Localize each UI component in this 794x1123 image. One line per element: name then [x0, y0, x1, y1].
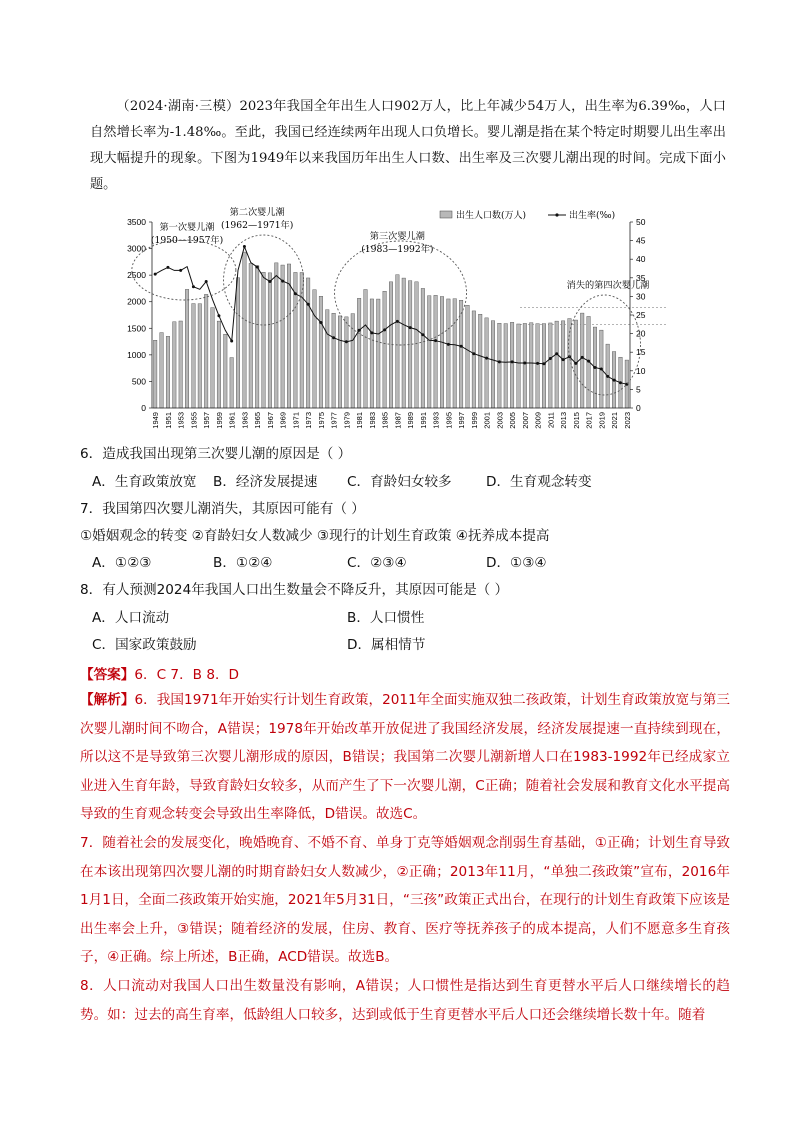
birth-rate-point: [555, 352, 558, 355]
x-tick-label: 1963: [240, 412, 250, 429]
bar-1974: [313, 290, 317, 408]
explanation-6-text: 6．我国1971年开始实行计划生育政策，2011年全面实施双独二孩政策，计划生育政策放宽与第三次婴儿潮时间不吻合，A错误；1978年开始改革开放促进了我国经济发展，经济发展提速一直持续到现在，所以这不是导致第三次婴儿潮形成的原因，B错误；我国第二次婴儿潮新增人口在1983-1992年已经成家立业进入生育年龄，导致育龄妇女较多，从而产生了下一次婴儿潮，C正确；随着社会发展和教育文化水平提高导致的生育观念转变会导致出生率降低，D错误。故选C。: [80, 692, 731, 822]
bar-2006: [517, 324, 521, 408]
birth-rate-point: [268, 280, 271, 283]
annotation-boom-4-title: 消失的第四次婴儿潮: [566, 280, 650, 291]
x-tick-label: 1967: [265, 412, 275, 429]
bar-1982: [364, 289, 368, 408]
x-tick-label: 1955: [189, 412, 199, 429]
answer-tag: 【答案】: [80, 667, 135, 683]
y-right-tick-label: 0: [636, 403, 641, 413]
x-tick-label: 2007: [520, 412, 530, 429]
q8-option-a[interactable]: A．人口流动: [92, 610, 170, 626]
bar-1954: [185, 289, 189, 408]
intro-paragraph: [90, 94, 726, 198]
bar-1994: [440, 297, 444, 408]
x-tick-label: 1995: [444, 412, 454, 429]
bar-2000: [478, 314, 482, 408]
x-tick-label: 1965: [253, 412, 263, 429]
x-tick-label: 2009: [533, 412, 543, 429]
birth-rate-point: [574, 362, 577, 365]
x-tick-label: 1949: [151, 412, 161, 429]
bar-1952: [173, 322, 177, 408]
annotation-boom-3-title: 第三次婴儿潮: [369, 231, 425, 242]
bar-1953: [179, 321, 183, 408]
bar-2009: [536, 324, 540, 408]
q7-option-c[interactable]: C．②③④: [347, 555, 407, 571]
bar-1984: [377, 299, 381, 408]
bar-1992: [427, 296, 431, 408]
question-7-items: ①婚姻观念的转变 ②育龄妇女人数减少 ③现行的计划生育政策 ④抚养成本提高: [80, 528, 550, 544]
birth-rate-point: [511, 360, 514, 363]
q6-option-c[interactable]: C．育龄妇女较多: [347, 474, 452, 490]
birth-rate-point: [307, 303, 310, 306]
annotation-boom-2-title: 第二次婴儿潮: [229, 207, 285, 218]
y-right-tick-label: 20: [636, 328, 646, 339]
x-tick-label: 1991: [418, 412, 428, 429]
bar-1968: [275, 263, 279, 408]
birth-rate-point: [281, 280, 284, 283]
bar-2007: [523, 323, 527, 408]
x-tick-label: 1983: [367, 412, 377, 429]
y-right-tick-label: 25: [636, 310, 646, 320]
explanation-8-text: 8．人口流动对我国人口出生数量没有影响，A错误；人口惯性是指达到生育更替水平后人口继续增长的趋势。如：过去的高生育率，低龄组人口较多，达到或低于生育更替水平后人口还会继续增长数十年。随着: [80, 978, 730, 1023]
bar-1965: [255, 266, 259, 408]
bar-1962: [236, 278, 240, 408]
bar-1979: [345, 317, 349, 408]
bar-1951: [166, 336, 170, 408]
x-tick-label: 1969: [278, 412, 288, 429]
x-tick-label: 2001: [482, 412, 492, 429]
bar-1973: [306, 278, 310, 408]
bar-2004: [504, 324, 508, 408]
q8-option-b[interactable]: B．人口惯性: [347, 610, 425, 626]
annotation-boom-1-years: (1950—1957年): [150, 235, 224, 246]
x-tick-label: 1987: [393, 412, 403, 429]
x-tick-label: 2011: [546, 412, 556, 429]
y-right-tick-label: 35: [636, 272, 646, 283]
x-tick-label: 2019: [597, 412, 607, 429]
x-tick-label: 1957: [202, 412, 212, 429]
x-tick-label: 1959: [214, 412, 224, 429]
birth-rate-point: [613, 379, 616, 382]
x-tick-label: 1975: [316, 412, 326, 429]
x-tick-label: 1971: [291, 412, 301, 429]
x-tick-label: 1973: [304, 412, 314, 429]
birth-rate-point: [447, 343, 450, 346]
birth-rate-point: [606, 375, 609, 378]
birth-rate-point: [587, 360, 590, 363]
explanation-7: [80, 829, 730, 972]
bar-2016: [580, 313, 584, 408]
birth-rate-point: [243, 245, 246, 248]
question-7-stem: 7．我国第四次婴儿潮消失，其原因可能有（ ）: [80, 501, 365, 517]
bar-1998: [466, 305, 470, 408]
y-left-tick-label: 2500: [127, 270, 146, 281]
bar-1999: [472, 311, 476, 408]
birth-rate-point: [542, 362, 545, 365]
q8-option-d[interactable]: D．属相情节: [347, 637, 426, 653]
q6-option-a[interactable]: A．生育政策放宽: [92, 474, 197, 490]
bar-2008: [529, 323, 533, 408]
x-tick-label: 1999: [469, 412, 479, 429]
bar-1956: [198, 304, 202, 408]
birth-rate-point: [472, 352, 475, 355]
bar-1978: [338, 316, 342, 408]
bar-1988: [402, 278, 406, 408]
question-6-stem: 6．造成我国出现第三次婴儿潮的原因是（ ）: [80, 446, 352, 462]
answer-line: [80, 663, 239, 683]
q7-option-a[interactable]: A．①②③: [92, 555, 152, 571]
bar-1976: [326, 310, 330, 408]
x-tick-label: 1997: [457, 412, 467, 429]
x-tick-label: 2023: [622, 412, 632, 429]
birth-rate-point: [549, 357, 552, 360]
x-tick-label: 1985: [380, 412, 390, 429]
birth-rate-point: [619, 381, 622, 384]
bar-1964: [249, 263, 253, 408]
q7-option-b[interactable]: B．①②④: [213, 555, 273, 571]
birth-rate-point: [581, 356, 584, 359]
x-tick-label: 1979: [342, 412, 352, 429]
birth-rate-point: [358, 329, 361, 332]
birth-rate-point: [536, 362, 539, 365]
birth-rate-point: [409, 326, 412, 329]
bar-1993: [434, 295, 438, 408]
annotation-boom-1-title: 第一次婴儿潮: [159, 222, 215, 233]
annotation-boom-2-years: (1962—1971年): [221, 220, 294, 231]
birth-rate-point: [370, 331, 373, 334]
bar-2002: [491, 321, 495, 408]
legend-swatch-rate-dot: [555, 213, 558, 216]
bar-1966: [262, 272, 266, 408]
legend-label-births: 出生人口数(万人): [456, 211, 527, 221]
bar-1996: [453, 299, 457, 408]
birth-rate-point: [319, 321, 322, 324]
bar-1967: [268, 273, 272, 408]
x-tick-label: 2017: [584, 412, 594, 429]
bar-1991: [421, 288, 425, 408]
bar-1955: [192, 304, 196, 408]
birth-rate-point: [230, 340, 233, 343]
bar-2011: [549, 323, 553, 408]
bar-2001: [485, 318, 489, 408]
explanation-7-text: 7．随着社会的发展变化，晚婚晚育、不婚不育、单身丁克等婚姻观念削弱生育基础，①正确；计划生育导致在本该出现第四次婴儿潮的时期育龄妇女人数减少，②正确；2013年11月，“单独二孩政策”宣布，2016年1月1日，全面二孩政策开始实施，2021年5月31日，“三孩”政策正式出台，在现行的计划生育政策下应该是出生率会上升，③错误；随着经济的发展，住房、教育、医疗等抚养孩子的成本提高，人们不愿意多生育孩子，④正确。综上所述，B正确，ACD错误。故选B。: [80, 835, 730, 965]
bar-1949: [153, 340, 157, 408]
legend-swatch-births: [440, 211, 452, 218]
x-tick-label: 2003: [495, 412, 505, 429]
answer-text: 6．C 7．B 8．D: [134, 667, 240, 683]
birth-rate-point: [179, 269, 182, 272]
birth-rate-point: [256, 266, 259, 269]
birth-rate-point: [166, 266, 169, 269]
bar-2005: [510, 322, 514, 408]
annotation-boom-3-years: (1983—1992年): [361, 244, 434, 255]
birth-rate-point: [345, 340, 348, 343]
bar-2013: [561, 321, 565, 408]
legend-label-rate: 出生率(‰): [569, 211, 616, 221]
bar-1950: [160, 333, 164, 408]
q6-option-d[interactable]: D．生育观念转变: [486, 474, 592, 490]
y-left-tick-label: 3500: [127, 217, 146, 227]
x-tick-label: 1951: [163, 412, 173, 429]
x-tick-label: 1961: [227, 412, 237, 429]
x-tick-label: 2015: [571, 412, 581, 429]
birth-rate-point: [192, 285, 195, 288]
birth-rate-point: [332, 336, 335, 339]
q6-option-b[interactable]: B．经济发展提速: [213, 474, 318, 490]
x-tick-label: 2021: [610, 411, 620, 429]
y-right-tick-label: 5: [636, 384, 641, 395]
bar-1958: [211, 308, 215, 408]
intro-text: （2024·湖南·三模）2023年我国全年出生人口902万人，比上年减少54万人，出生率为6.39‰，人口自然增长率为-1.48‰。至此，我国已经连续两年出现人口负增长。婴儿潮是指在某个特定时期婴儿出生率出现大幅提升的现象。下图为1949年以来我国历年出生人口数、出生率及三次婴儿潮出现的时间。完成下面小题。: [90, 99, 726, 192]
birth-rate-point: [485, 357, 488, 360]
bar-1990: [415, 282, 419, 408]
x-tick-label: 1977: [329, 412, 339, 429]
x-tick-label: 2005: [508, 412, 518, 429]
bar-1963: [243, 252, 247, 408]
y-left-tick-label: 3000: [127, 243, 146, 254]
explanation-8: [80, 972, 730, 1029]
birth-rate-point: [523, 361, 526, 364]
explanation-6: [80, 686, 730, 829]
bar-2003: [498, 323, 502, 408]
baby-boom-1-circle: [132, 240, 236, 300]
bar-1987: [396, 275, 400, 408]
birth-rate-point: [498, 360, 501, 363]
birth-rate-point: [434, 339, 437, 342]
bar-1995: [447, 299, 451, 408]
bar-2010: [542, 324, 546, 408]
birth-rate-point: [217, 314, 220, 317]
birth-rate-point: [421, 333, 424, 336]
birth-rate-point: [600, 367, 603, 370]
bar-1957: [204, 294, 208, 408]
birth-rate-point: [396, 320, 399, 323]
birth-rate-point: [383, 328, 386, 331]
y-left-tick-label: 1000: [127, 349, 146, 360]
bar-1969: [281, 265, 285, 408]
bar-1975: [319, 296, 323, 408]
bar-1959: [217, 321, 221, 408]
birth-rate-point: [460, 345, 463, 348]
x-tick-label: 1953: [176, 412, 186, 429]
birth-rate-point: [205, 280, 208, 283]
y-right-tick-label: 15: [636, 347, 646, 358]
birth-chart: [110, 205, 670, 435]
y-left-tick-label: 500: [131, 376, 146, 387]
y-right-tick-label: 30: [636, 291, 646, 302]
x-tick-label: 1989: [406, 412, 416, 429]
birth-rate-point: [154, 273, 157, 276]
bar-1981: [357, 298, 361, 408]
q8-option-c[interactable]: C．国家政策鼓励: [92, 637, 197, 653]
bar-1983: [370, 299, 374, 408]
q7-option-d[interactable]: D．①③④: [486, 555, 547, 571]
y-right-tick-label: 45: [636, 235, 646, 246]
y-left-tick-label: 0: [141, 403, 146, 413]
y-left-tick-label: 1500: [127, 323, 146, 334]
x-tick-label: 1993: [431, 412, 441, 429]
y-left-tick-label: 2000: [127, 296, 146, 307]
question-8-stem: 8．有人预测2024年我国人口出生数量会不降反升，其原因可能是（ ）: [80, 582, 509, 598]
birth-rate-point: [294, 292, 297, 295]
x-tick-label: 1981: [355, 412, 365, 429]
bar-1961: [230, 358, 234, 408]
legend: [440, 209, 615, 221]
bar-1985: [383, 291, 387, 408]
explanation-tag: 【解析】: [80, 692, 135, 708]
x-tick-label: 2013: [559, 412, 569, 429]
birth-rate-point: [593, 366, 596, 369]
bar-1960: [224, 334, 228, 408]
y-right-tick-label: 10: [636, 365, 646, 376]
y-right-tick-label: 40: [636, 254, 646, 265]
bar-2012: [555, 321, 559, 408]
y-right-tick-label: 50: [636, 217, 646, 227]
bar-1977: [332, 313, 336, 408]
birth-rate-point: [562, 358, 565, 361]
